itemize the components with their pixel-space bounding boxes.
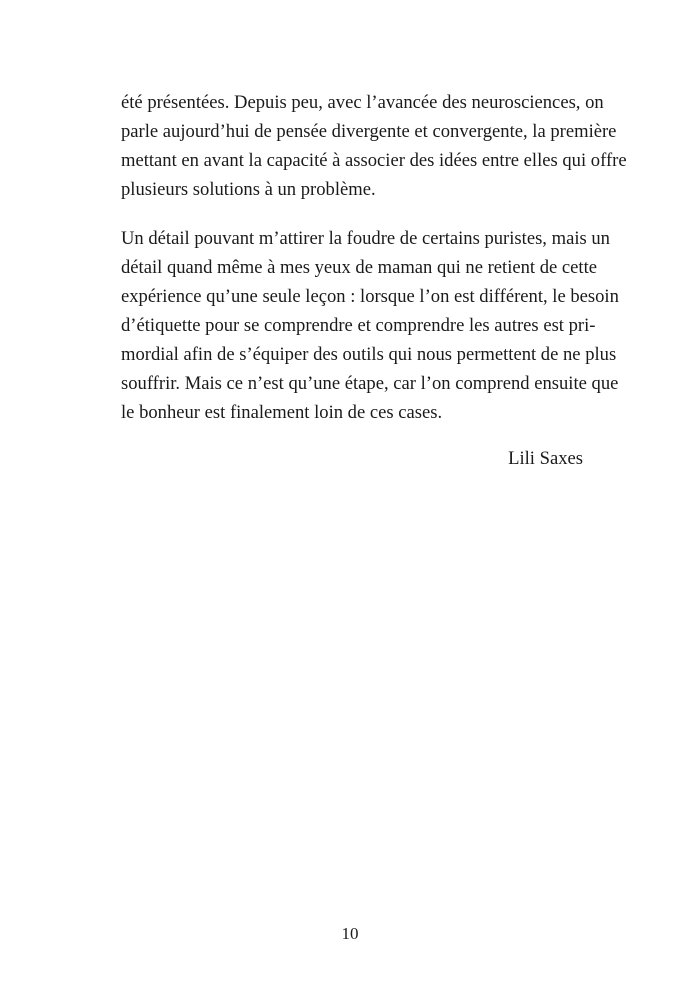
page-number: 10 [341,924,359,943]
text-line: le bonheur est finalement loin de ces cases. [121,402,443,423]
text-line: expérience qu’une seule leçon : lorsque l’on est différent, le besoin [121,286,619,307]
paragraph-2 [121,224,619,427]
author-signature: Lili Saxes [508,448,583,469]
text-line: été présentées. Depuis peu, avec l’avancée des neurosciences, on [121,92,604,113]
paragraph-1 [121,88,627,204]
text-line: d’étiquette pour se comprendre et comprendre les autres est pri- [121,315,596,336]
text-line: parle aujourd’hui de pensée divergente et convergente, la première [121,121,617,142]
body-text [121,88,627,473]
text-line: souffrir. Mais ce n’est qu’une étape, car l’on comprend ensuite que [121,373,619,394]
text-line: mettant en avant la capacité à associer des idées entre elles qui offre [121,150,627,171]
text-line: mordial afin de s’équiper des outils qui nous permettent de ne plus [121,344,617,365]
text-line: plusieurs solutions à un problème. [121,179,376,200]
text-line: Un détail pouvant m’attirer la foudre de certains puristes, mais un [121,228,610,249]
text-line: détail quand même à mes yeux de maman qui ne retient de cette [121,257,598,278]
